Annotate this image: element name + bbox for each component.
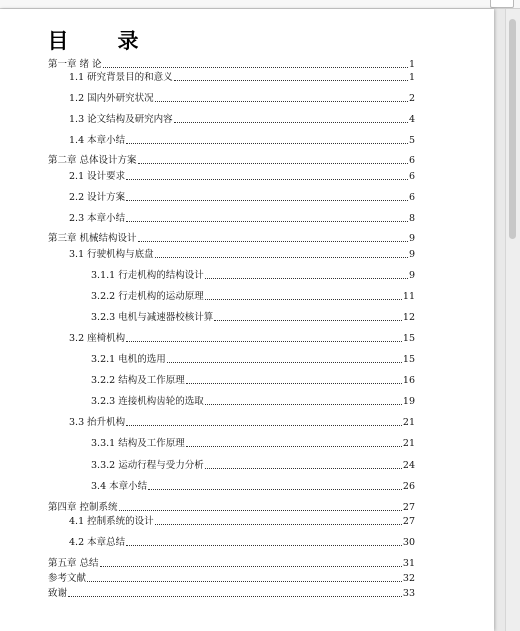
toc-entry[interactable] bbox=[69, 133, 415, 147]
toc-entry-page: 33 bbox=[402, 588, 415, 599]
toc-entry[interactable] bbox=[69, 91, 415, 105]
toc-entry-label: 3.3 抬升机构 bbox=[69, 417, 126, 428]
toc-entry[interactable] bbox=[69, 535, 415, 549]
dot-leader bbox=[155, 257, 408, 258]
toc-entry[interactable] bbox=[91, 394, 415, 408]
toc-entry-label: 2.3 本章小结 bbox=[69, 213, 126, 224]
dot-leader bbox=[126, 200, 408, 201]
toc-entry-page: 6 bbox=[408, 192, 415, 203]
toc-entry-label: 4.2 本章总结 bbox=[69, 537, 126, 548]
toc-entry[interactable] bbox=[69, 247, 415, 261]
toc-entry-label: 1.3 论文结构及研究内容 bbox=[69, 114, 173, 125]
dot-leader bbox=[205, 299, 402, 300]
toc-entry-label: 第三章 机械结构设计 bbox=[48, 233, 137, 244]
toc-entry[interactable] bbox=[91, 352, 415, 366]
dot-leader bbox=[205, 404, 402, 405]
toc-entry-label: 3.1.1 行走机构的结构设计 bbox=[91, 270, 204, 281]
toc-entry-page: 32 bbox=[402, 573, 415, 584]
toc-entry-page: 5 bbox=[408, 135, 415, 146]
toc-entry-label: 3.3.1 结构及工作原理 bbox=[91, 438, 185, 449]
toc-entry-label: 3.2.3 连接机构齿轮的选取 bbox=[91, 396, 204, 407]
toc-entry-page: 31 bbox=[402, 558, 415, 569]
dot-leader bbox=[155, 101, 408, 102]
toc-entry[interactable] bbox=[69, 514, 415, 528]
toc-entry-label: 2.2 设计方案 bbox=[69, 192, 126, 203]
toc-entry-page: 12 bbox=[402, 312, 415, 323]
toc-entry[interactable] bbox=[48, 571, 415, 585]
toc-entry-page: 2 bbox=[408, 93, 415, 104]
toc-entry-label: 3.2.3 电机与减速器校核计算 bbox=[91, 312, 214, 323]
toc-entry-page: 30 bbox=[402, 537, 415, 548]
vertical-scrollbar[interactable] bbox=[505, 9, 520, 631]
toc-entry-page: 6 bbox=[408, 155, 415, 166]
toc-entry-label: 4.1 控制系统的设计 bbox=[69, 516, 154, 527]
toc-entry[interactable] bbox=[91, 310, 415, 324]
toc-entry-page: 27 bbox=[402, 502, 415, 513]
toc-entry-label: 第五章 总结 bbox=[48, 558, 99, 569]
toc-entry-page: 24 bbox=[402, 460, 415, 471]
toc-entry-label: 1.4 本章小结 bbox=[69, 135, 126, 146]
toc-entry-label: 3.2.2 结构及工作原理 bbox=[91, 375, 185, 386]
toc-entry-label: 第四章 控制系统 bbox=[48, 502, 118, 513]
toc-title: 目 录 bbox=[47, 29, 153, 53]
page-number-input[interactable] bbox=[490, 0, 514, 8]
dot-leader bbox=[119, 510, 402, 511]
viewer-toolbar bbox=[0, 0, 520, 9]
toc-entry-page: 9 bbox=[408, 233, 415, 244]
toc-entry[interactable] bbox=[91, 436, 415, 450]
toc-entry[interactable] bbox=[48, 153, 415, 167]
dot-leader bbox=[103, 67, 408, 68]
toc-entry-page: 21 bbox=[402, 417, 415, 428]
toc-entry[interactable] bbox=[48, 57, 415, 71]
dot-leader bbox=[126, 545, 402, 546]
dot-leader bbox=[186, 383, 402, 384]
scrollbar-thumb[interactable] bbox=[509, 19, 516, 239]
toc-entry-label: 3.3.2 运动行程与受力分析 bbox=[91, 460, 204, 471]
toc-entry[interactable] bbox=[69, 190, 415, 204]
toc-entry-page: 19 bbox=[402, 396, 415, 407]
toc-entry-label: 1.1 研究背景目的和意义 bbox=[69, 72, 173, 83]
dot-leader bbox=[100, 566, 402, 567]
toc-entry-page: 1 bbox=[408, 72, 415, 83]
toc-entry-label: 第二章 总体设计方案 bbox=[48, 155, 137, 166]
toc-entry-page: 26 bbox=[402, 481, 415, 492]
dot-leader bbox=[155, 524, 402, 525]
dot-leader bbox=[126, 143, 408, 144]
toc-entry-label: 第一章 绪 论 bbox=[48, 59, 102, 70]
toc-entry[interactable] bbox=[69, 169, 415, 183]
document-page bbox=[0, 9, 494, 631]
toc-entry[interactable] bbox=[69, 112, 415, 126]
toc-entry-page: 8 bbox=[408, 213, 415, 224]
toc-entry[interactable] bbox=[48, 586, 415, 600]
toc-entry-label: 2.1 设计要求 bbox=[69, 171, 126, 182]
dot-leader bbox=[186, 446, 402, 447]
toc-entry[interactable] bbox=[69, 415, 415, 429]
dot-leader bbox=[174, 122, 408, 123]
dot-leader bbox=[214, 320, 402, 321]
toc-entry[interactable] bbox=[91, 289, 415, 303]
toc-entry[interactable] bbox=[91, 479, 415, 493]
toc-entry-page: 1 bbox=[408, 59, 415, 70]
toc-entry-page: 21 bbox=[402, 438, 415, 449]
toc-entry[interactable] bbox=[69, 331, 415, 345]
dot-leader bbox=[138, 241, 408, 242]
dot-leader bbox=[126, 425, 402, 426]
toc-entry-page: 11 bbox=[402, 291, 415, 302]
toc-entry-label: 3.1 行驶机构与底盘 bbox=[69, 249, 154, 260]
toc-entry-label: 致谢 bbox=[48, 588, 68, 599]
dot-leader bbox=[126, 179, 408, 180]
toc-entry[interactable] bbox=[48, 231, 415, 245]
dot-leader bbox=[68, 596, 402, 597]
dot-leader bbox=[205, 278, 408, 279]
toc-entry-label: 3.2 座椅机构 bbox=[69, 333, 126, 344]
toc-entry-page: 9 bbox=[408, 249, 415, 260]
toc-entry-label: 3.4 本章小结 bbox=[91, 481, 148, 492]
dot-leader bbox=[87, 581, 402, 582]
toc-entry[interactable] bbox=[48, 500, 415, 514]
dot-leader bbox=[138, 163, 408, 164]
toc-entry[interactable] bbox=[91, 458, 415, 472]
toc-entry-label: 3.2.1 电机的选用 bbox=[91, 354, 166, 365]
toc-entry[interactable] bbox=[91, 373, 415, 387]
toc-entry-label: 1.2 国内外研究状况 bbox=[69, 93, 154, 104]
toc-entry-page: 15 bbox=[402, 333, 415, 344]
dot-leader bbox=[205, 468, 402, 469]
dot-leader bbox=[174, 80, 408, 81]
toc-entry-page: 6 bbox=[408, 171, 415, 182]
toc-entry[interactable] bbox=[91, 268, 415, 282]
toc-entry[interactable] bbox=[69, 70, 415, 84]
toc-entry[interactable] bbox=[69, 211, 415, 225]
toc-entry-page: 15 bbox=[402, 354, 415, 365]
toc-entry-page: 9 bbox=[408, 270, 415, 281]
toc-entry-page: 27 bbox=[402, 516, 415, 527]
dot-leader bbox=[148, 489, 402, 490]
toc-entry-page: 4 bbox=[408, 114, 415, 125]
dot-leader bbox=[167, 362, 402, 363]
toc-entry-page: 16 bbox=[402, 375, 415, 386]
toc-entry-label: 参考文献 bbox=[48, 573, 87, 584]
dot-leader bbox=[126, 221, 408, 222]
dot-leader bbox=[126, 341, 402, 342]
toc-entry-label: 3.2.2 行走机构的运动原理 bbox=[91, 291, 204, 302]
toc-entry[interactable] bbox=[48, 556, 415, 570]
